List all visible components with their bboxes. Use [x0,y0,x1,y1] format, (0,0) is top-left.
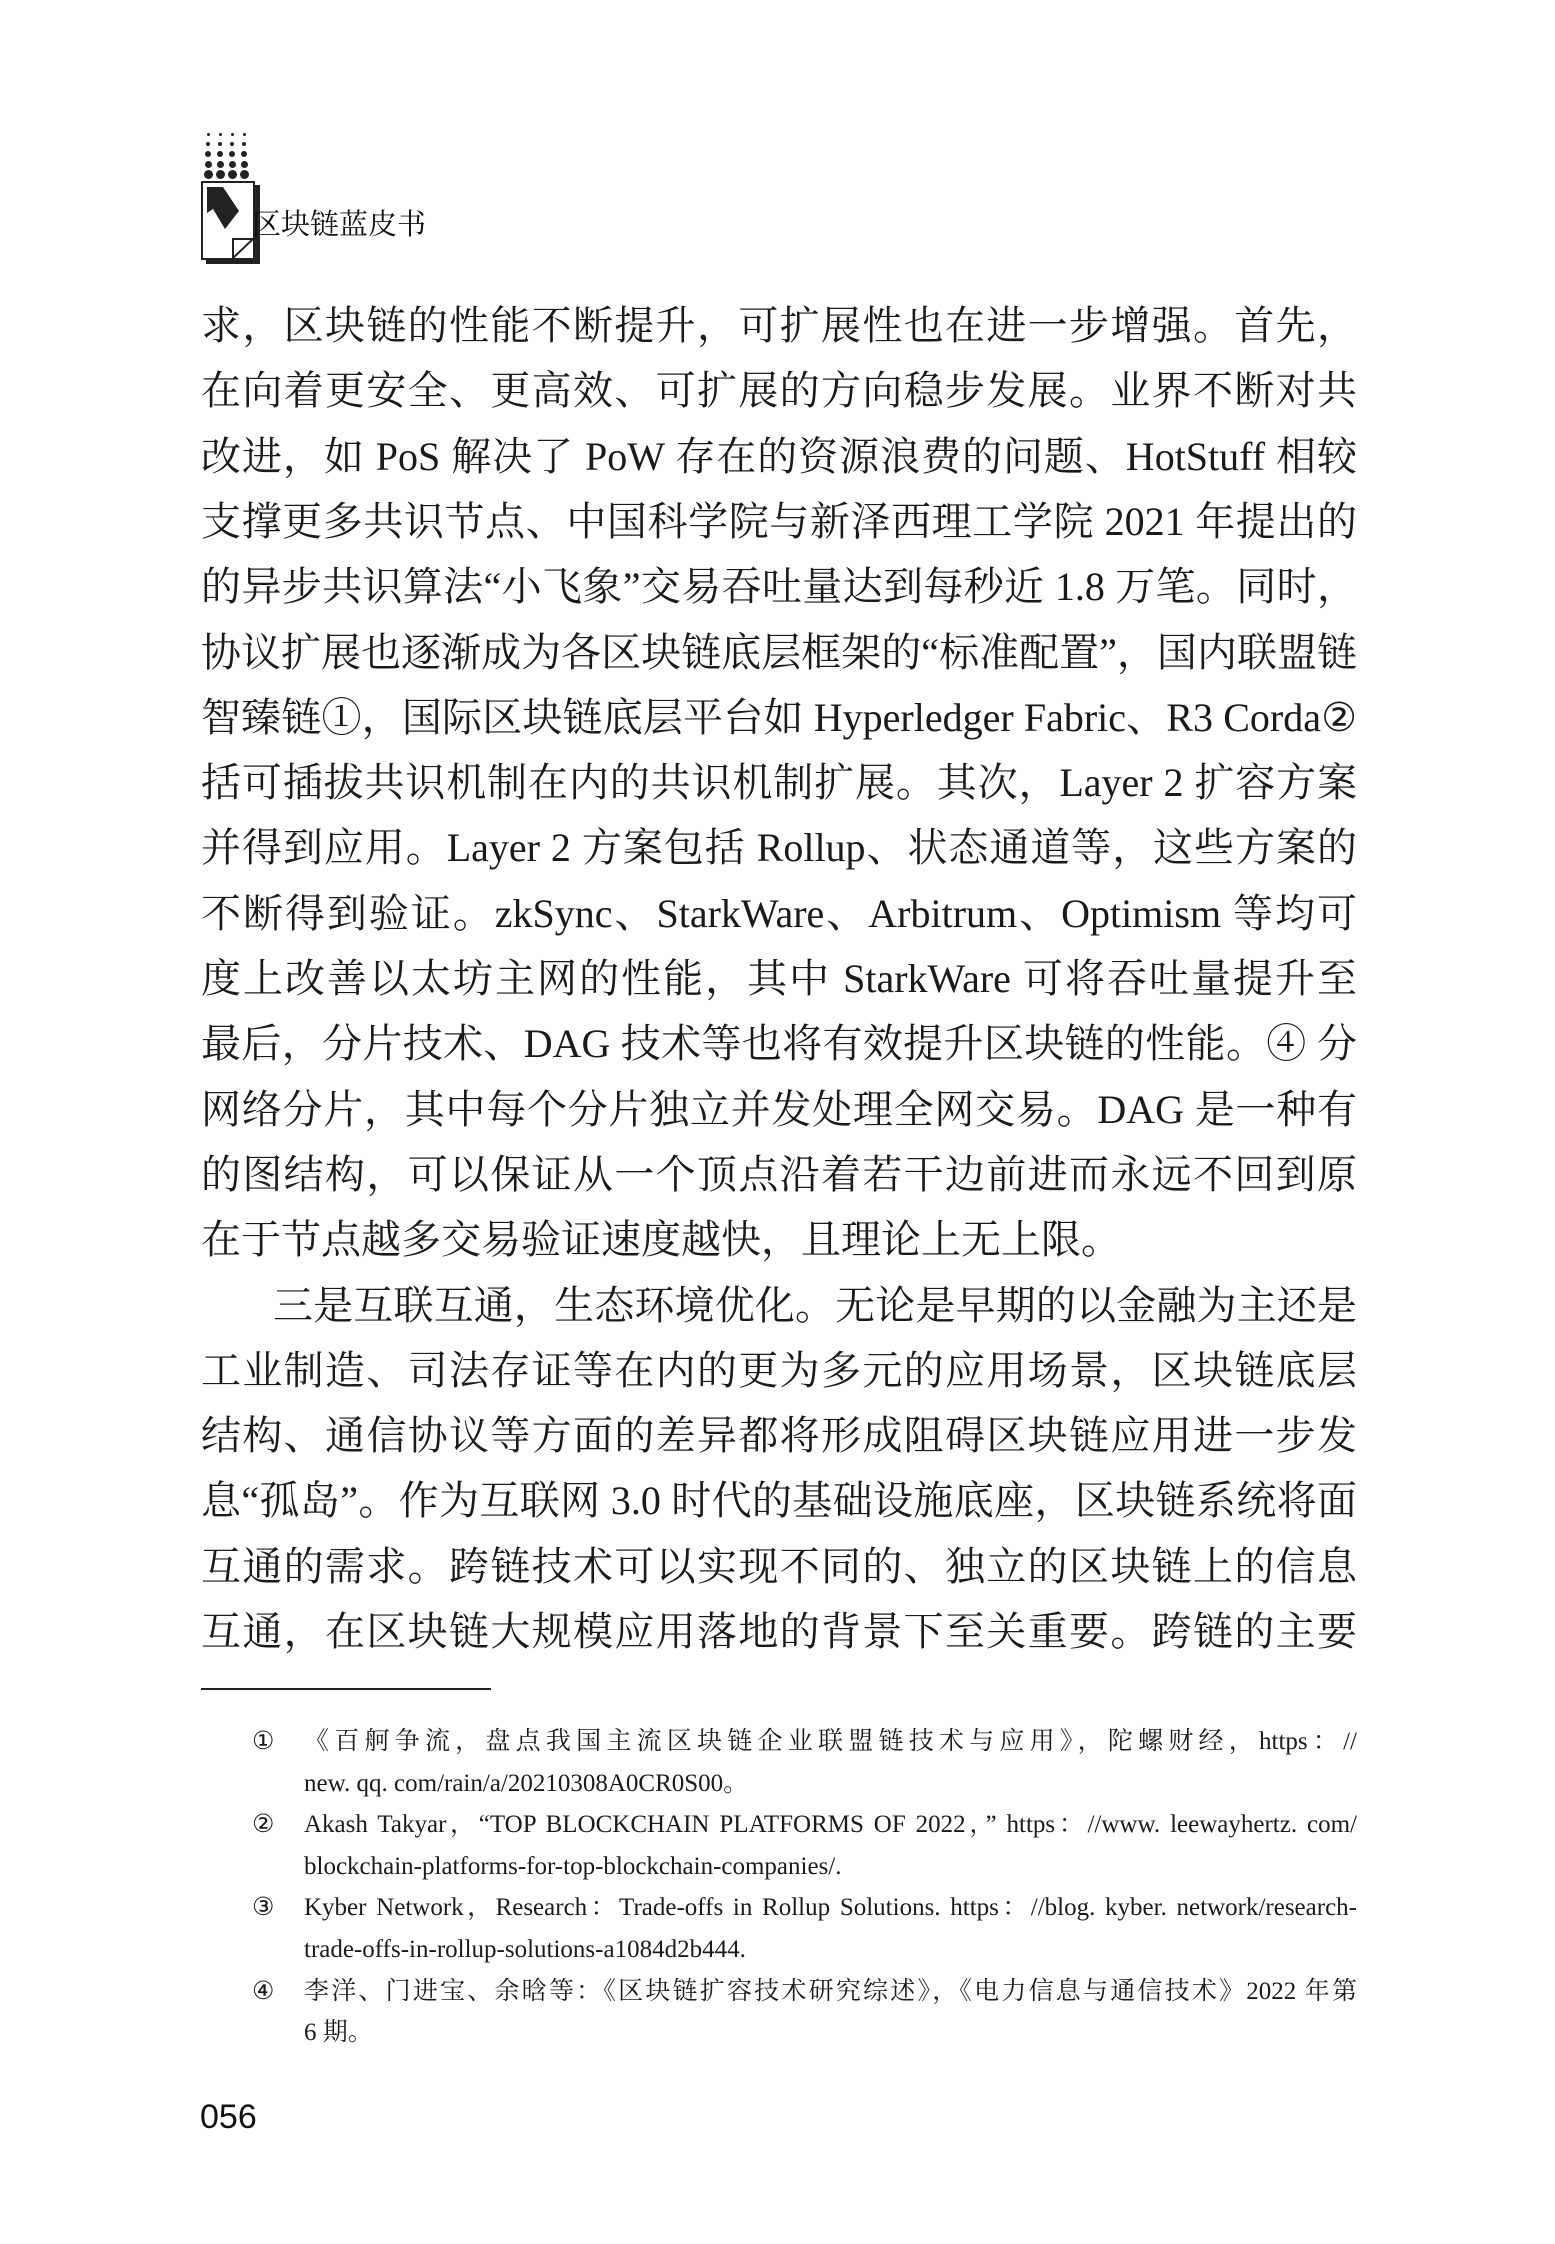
series-title: 区块链蓝皮书 [252,207,427,241]
body-line: 工业制造、司法存证等在内的更为多元的应用场景，区块链底层 [201,1347,1357,1393]
body-line: 互通，在区块链大规模应用落地的背景下至关重要。跨链的主要 [201,1609,1357,1654]
body-line: 智臻链①，国际区块链底层平台如 Hyperledger Fabric、R3 Corda② [201,694,1357,740]
footnote-line: 6 期。 [304,2019,373,2047]
footnote-line: new. qq. com/rain/a/20210308A0CR0S00。 [304,1769,749,1797]
footnote-number: ④ [252,1977,275,2005]
body-line: 结构、通信协议等方面的差异都将形成阻碍区块链应用进一步发 [201,1413,1357,1459]
body-line: 的图结构，可以保证从一个顶点沿着若干边前进而永远不回到原 [201,1151,1357,1197]
body-line: 三是互联互通，生态环境优化。无论是早期的以金融为主还是 [273,1282,1357,1328]
footnote-line: Akash Takyar，“TOP BLOCKCHAIN PLATFORMS OF 2022，” https：//www. leewayhertz. com/ [304,1811,1357,1839]
footnote-line: Kyber Network，Research：Trade-offs in Rollup Solutions. https：//blog. kyber. network/research- [304,1894,1357,1922]
body-line: 协议扩展也逐渐成为各区块链底层框架的“标准配置”，国内联盟链 [201,629,1357,675]
footnote-line: blockchain-platforms-for-top-blockchain-companies/. [304,1852,842,1880]
body-line: 在向着更安全、更高效、可扩展的方向稳步发展。业界不断对共 [201,368,1357,414]
footnote-divider [201,1688,491,1690]
body-line: 的异步共识算法“小飞象”交易吞吐量达到每秒近 1.8 万笔。同时， [201,564,1357,610]
header-dot-pattern [203,130,253,178]
body-line: 不断得到验证。zkSync、StarkWare、Arbitrum、Optimism 等均可 [201,890,1357,936]
body-line: 互通的需求。跨链技术可以实现不同的、独立的区块链上的信息 [201,1543,1357,1589]
body-line: 改进，如 PoS 解决了 PoW 存在的资源浪费的问题、HotStuff 相较 [201,433,1357,479]
footnote-number: ② [252,1811,275,1839]
body-line: 度上改善以太坊主网的性能，其中 StarkWare 可将吞吐量提升至 [201,956,1357,1001]
footnote-line: trade-offs-in-rollup-solutions-a1084d2b444. [304,1936,746,1963]
body-line: 并得到应用。Layer 2 方案包括 Rollup、状态通道等，这些方案的 [201,825,1357,871]
footnote-number: ① [252,1728,275,1755]
body-line: 求，区块链的性能不断提升，可扩展性也在进一步增强。首先， [201,303,1357,348]
page-number: 056 [200,2098,257,2136]
footnote-line: 李洋、门进宝、余晗等：《区块链扩容技术研究综述》，《电力信息与通信技术》2022 年第 [304,1977,1357,2005]
body-line: 息“孤岛”。作为互联网 3.0 时代的基础设施底座，区块链系统将面 [201,1478,1357,1524]
book-logo-icon [201,181,255,260]
body-line: 支撑更多共识节点、中国科学院与新泽西理工学院 2021 年提出的 [201,498,1357,544]
footnote-number: ③ [252,1894,275,1922]
body-line: 括可插拔共识机制在内的共识机制扩展。其次，Layer 2 扩容方案 [201,760,1357,806]
body-line: 网络分片，其中每个分片独立并发处理全网交易。DAG 是一种有 [201,1086,1357,1132]
body-line: 最后，分片技术、DAG 技术等也将有效提升区块链的性能。④ 分 [201,1021,1357,1067]
body-line: 在于节点越多交易验证速度越快，且理论上无上限。 [201,1217,1121,1263]
footnote-line: 《百舸争流，盘点我国主流区块链企业联盟链技术与应用》，陀螺财经，https：// [304,1728,1357,1755]
